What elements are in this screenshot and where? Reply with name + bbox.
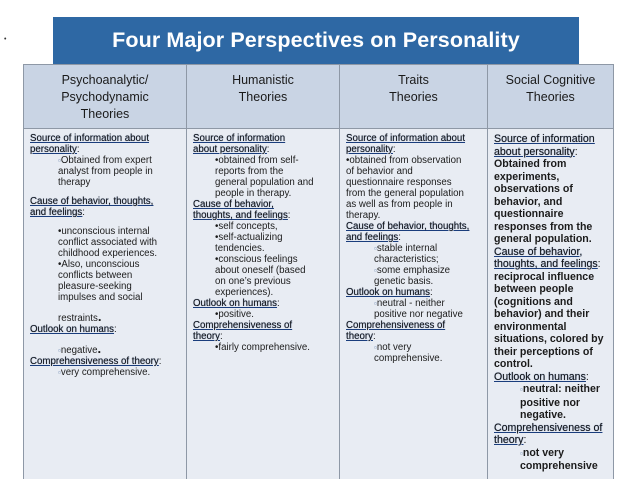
perspectives-table bbox=[23, 64, 614, 479]
column-header-traits bbox=[340, 65, 488, 129]
cause-text: childhood experiences. bbox=[58, 248, 158, 259]
outlook-heading: Outlook on humans bbox=[30, 324, 115, 335]
comprehensiveness-text: not very bbox=[522, 446, 565, 459]
cause-heading: and feelings bbox=[30, 207, 83, 218]
comprehensiveness-heading: Comprehensiveness of bbox=[346, 320, 446, 331]
colon: : bbox=[398, 232, 401, 243]
cause-text: •conscious feelings bbox=[215, 254, 298, 265]
cause-text: behavior) and their bbox=[494, 308, 590, 320]
source-text: Obtained from bbox=[494, 158, 567, 170]
source-text: therapy. bbox=[346, 210, 381, 221]
header-line: Social Cognitive bbox=[505, 73, 596, 87]
source-text: •obtained from observation bbox=[346, 155, 462, 166]
cause-heading: Cause of behavior, thoughts, bbox=[346, 221, 470, 232]
cause-text: stable internal bbox=[376, 243, 438, 254]
cell-psychoanalytic bbox=[24, 129, 187, 479]
bullet-icon: ▫ bbox=[58, 368, 61, 377]
source-text: behavior, and bbox=[494, 195, 563, 208]
slide-title: Four Major Perspectives on Personality bbox=[53, 17, 579, 64]
cause-text: environmental bbox=[494, 320, 567, 333]
comprehensiveness-text: •fairly comprehensive. bbox=[215, 342, 310, 353]
outlook-text: positive nor negative bbox=[374, 309, 463, 320]
source-text: reports from the bbox=[215, 166, 284, 177]
source-heading: personality bbox=[30, 144, 77, 155]
outlook-heading: Outlook on humans bbox=[193, 298, 278, 309]
column-header-humanistic bbox=[187, 65, 340, 129]
comprehensiveness-text: comprehensive bbox=[520, 460, 598, 472]
colon: : bbox=[114, 324, 117, 335]
source-heading: about personality bbox=[494, 145, 575, 158]
header-line: Psychoanalytic/ bbox=[61, 73, 149, 87]
cause-text: between people bbox=[494, 283, 574, 295]
cause-heading: Cause of behavior, bbox=[494, 245, 583, 258]
cause-text: characteristics; bbox=[374, 254, 439, 265]
outlook-heading: Outlook on humans bbox=[346, 287, 431, 298]
header-row bbox=[24, 65, 614, 129]
cause-text: •self concepts, bbox=[215, 221, 278, 232]
source-text: responses from the bbox=[494, 220, 593, 233]
colon: : bbox=[158, 356, 162, 367]
source-text: analyst from people in bbox=[58, 166, 153, 177]
source-heading: Source of information about bbox=[346, 133, 466, 144]
source-text: questionnaire responses bbox=[346, 177, 452, 188]
source-text: general population and bbox=[215, 177, 314, 188]
colon: : bbox=[372, 331, 376, 342]
source-text: experiments, bbox=[494, 170, 560, 183]
source-heading: Source of information bbox=[494, 133, 595, 145]
colon: : bbox=[523, 434, 527, 446]
header-line: Theories bbox=[80, 107, 130, 121]
column-header-social-cognitive bbox=[488, 65, 614, 129]
cell-traits bbox=[340, 129, 488, 479]
header-line: Theories bbox=[238, 90, 288, 104]
source-heading: Source of information bbox=[193, 133, 286, 144]
colon: : bbox=[266, 144, 270, 155]
outlook-heading: Outlook on humans bbox=[494, 370, 586, 383]
cause-text: some emphasize bbox=[376, 265, 451, 276]
outlook-text: negative bbox=[60, 345, 98, 356]
cause-text: tendencies. bbox=[215, 243, 265, 254]
colon: : bbox=[287, 210, 291, 221]
source-text: people in therapy. bbox=[215, 188, 292, 199]
cause-heading: thoughts, and feelings bbox=[193, 210, 288, 221]
source-text: observations of bbox=[494, 183, 573, 195]
source-text: Obtained from expert bbox=[60, 155, 152, 166]
cause-text: about oneself (based bbox=[215, 265, 306, 276]
comprehensiveness-heading: Comprehensiveness of theory bbox=[30, 356, 159, 367]
source-heading: Source of information about bbox=[30, 133, 150, 144]
bullet-icon: ▫ bbox=[374, 266, 377, 275]
bullet-icon: ▫ bbox=[58, 156, 61, 165]
bullet-icon: ▫ bbox=[58, 346, 61, 355]
outlook-text: negative. bbox=[520, 409, 566, 421]
comprehensiveness-text: comprehensive. bbox=[374, 353, 443, 364]
cause-text: •unconscious internal bbox=[58, 226, 150, 237]
colon: : bbox=[430, 287, 433, 298]
colon: : bbox=[76, 144, 80, 155]
header-line: Humanistic bbox=[232, 73, 294, 87]
cause-text: genetic basis. bbox=[374, 276, 434, 287]
cause-text: situations, colored by bbox=[494, 333, 604, 345]
comprehensiveness-heading: theory bbox=[494, 434, 524, 446]
cause-text: (cognitions and bbox=[494, 295, 573, 308]
cause-text: •Also, unconscious bbox=[58, 259, 140, 270]
cell-social-cognitive bbox=[488, 129, 614, 479]
cause-heading: and feelings bbox=[346, 232, 399, 243]
colon: : bbox=[585, 370, 589, 383]
bullet-icon: ▫ bbox=[374, 244, 377, 253]
source-text: from the general population bbox=[346, 188, 464, 199]
bullet-icon: ▫ bbox=[520, 448, 523, 458]
cause-text: reciprocal influence bbox=[494, 270, 595, 283]
bullet-icon: ▫ bbox=[374, 299, 377, 308]
colon: : bbox=[82, 207, 85, 218]
comprehensiveness-text: very comprehensive. bbox=[60, 367, 151, 378]
header-line: Theories bbox=[526, 90, 575, 104]
cause-text: their perceptions of bbox=[494, 345, 593, 358]
source-text: as well as from people in bbox=[346, 199, 453, 210]
comprehensiveness-heading: Comprehensiveness of bbox=[494, 421, 603, 434]
content-row bbox=[24, 129, 614, 479]
cause-text: experiences). bbox=[215, 287, 274, 298]
cause-text: on one’s previous bbox=[215, 276, 291, 287]
comprehensiveness-heading: Comprehensiveness of bbox=[193, 320, 293, 331]
source-heading: personality bbox=[346, 144, 393, 155]
source-text: of behavior and bbox=[346, 166, 413, 177]
cause-text: conflicts between bbox=[58, 270, 133, 281]
source-text: •obtained from self- bbox=[215, 155, 299, 166]
comprehensiveness-heading: theory bbox=[346, 331, 373, 342]
slide-bullet-mark: • bbox=[4, 36, 7, 43]
cause-text: impulses and social bbox=[58, 292, 143, 303]
colon: : bbox=[277, 298, 280, 309]
bullet-icon: ▫ bbox=[374, 343, 377, 352]
source-text: therapy bbox=[58, 177, 91, 188]
comprehensiveness-text: not very bbox=[376, 342, 412, 353]
source-text: questionnaire bbox=[494, 208, 564, 220]
cause-text: control. bbox=[494, 358, 533, 370]
cause-text: conflict associated with bbox=[58, 237, 158, 248]
cause-heading: Cause of behavior, thoughts, bbox=[30, 196, 154, 207]
cause-heading: thoughts, and feelings bbox=[494, 258, 598, 270]
colon: : bbox=[219, 331, 223, 342]
comprehensiveness-heading: theory bbox=[193, 331, 220, 342]
colon: : bbox=[392, 144, 396, 155]
period-mark: . bbox=[97, 309, 102, 324]
cause-text: pleasure-seeking bbox=[58, 281, 132, 292]
bullet-icon: ▫ bbox=[520, 385, 523, 394]
column-header-psychoanalytic bbox=[24, 65, 187, 129]
cause-heading: Cause of behavior, bbox=[193, 199, 274, 210]
cause-text: restraints bbox=[58, 313, 98, 324]
outlook-text: positive nor bbox=[520, 396, 581, 409]
cell-humanistic bbox=[187, 129, 340, 479]
period-mark: . bbox=[97, 341, 102, 356]
source-text: general population. bbox=[494, 233, 592, 245]
outlook-text: neutral - neither bbox=[376, 298, 445, 309]
header-line: Theories bbox=[389, 90, 438, 104]
header-line: Psychodynamic bbox=[61, 90, 149, 104]
colon: : bbox=[597, 258, 601, 270]
source-heading: about personality bbox=[193, 144, 267, 155]
outlook-text: neutral: neither bbox=[522, 383, 600, 395]
colon: : bbox=[574, 145, 578, 158]
cause-text: •self-actualizing bbox=[215, 232, 283, 243]
header-line: Traits bbox=[398, 73, 429, 87]
outlook-text: •positive. bbox=[215, 309, 254, 320]
